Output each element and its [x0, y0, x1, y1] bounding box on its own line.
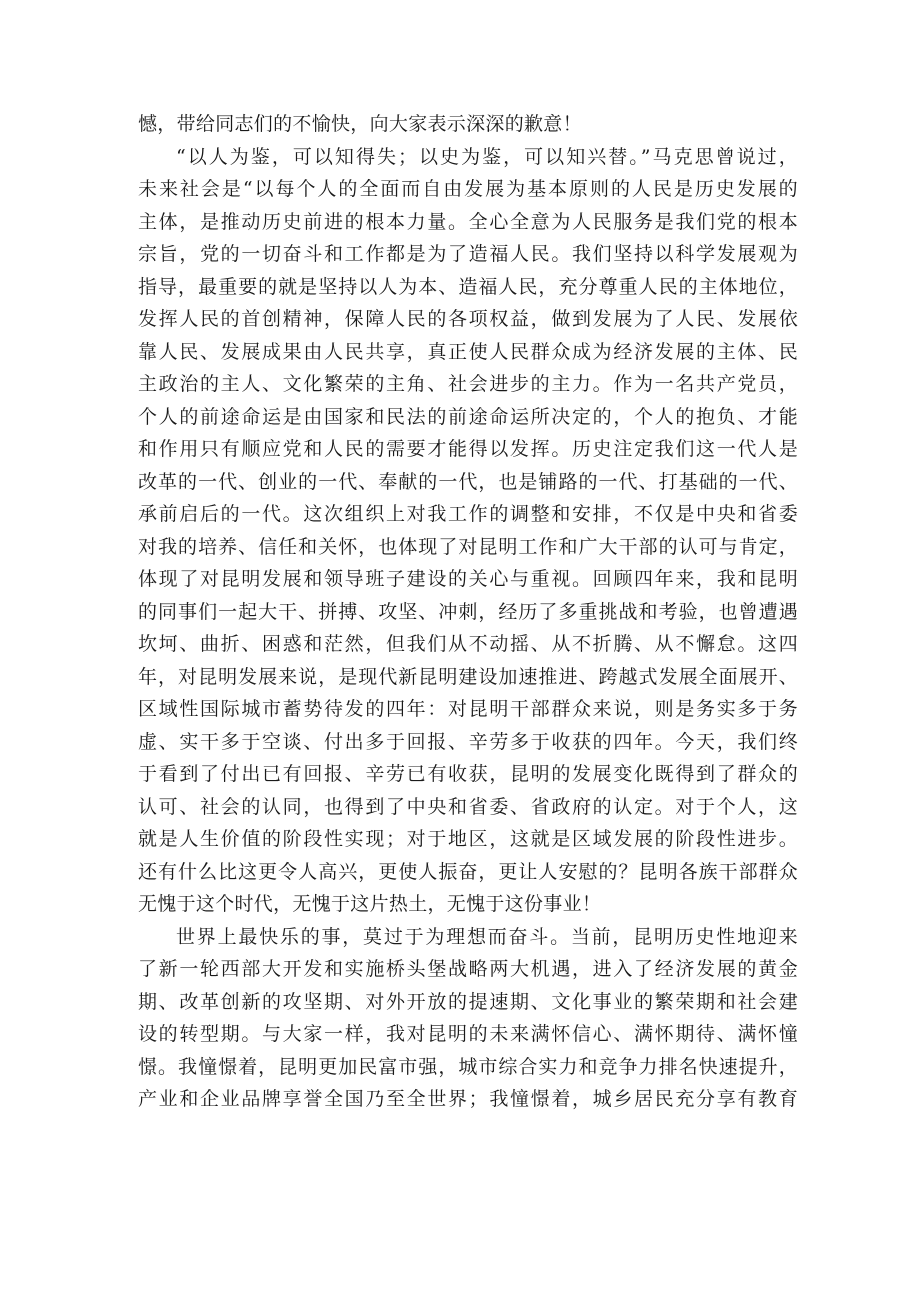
text-line: 个人的前途命运是由国家和民法的前途命运所决定的，个人的抱负、才能 [138, 405, 798, 428]
text-line: 主政治的主人、文化繁荣的主角、社会进步的主力。作为一名共产党员， [138, 373, 798, 395]
text-line: 靠人民、发展成果由人民共享，真正使人民群众成为经济发展的主体、民 [138, 340, 798, 363]
text-line: 期、改革创新的攻坚期、对外开放的提速期、文化事业的繁荣期和社会建 [138, 990, 798, 1013]
text-line: 于看到了付出已有回报、辛劳已有收获，昆明的发展变化既得到了群众的 [138, 763, 798, 785]
text-line: 发挥人民的首创精神，保障人民的各项权益，做到发展为了人民、发展依 [138, 308, 798, 330]
text-line: 体现了对昆明发展和领导班子建设的关心与重视。回顾四年来，我和昆明 [138, 568, 798, 590]
text-line: 无愧于这个时代，无愧于这片热土，无愧于这份事业！ [138, 893, 602, 915]
text-line: 认可、社会的认同，也得到了中央和省委、省政府的认定。对于个人，这 [138, 795, 798, 818]
text-line: 对我的培养、信任和关怀，也体现了对昆明工作和广大干部的认可与肯定， [138, 535, 798, 558]
text-line: 憾，带给同志们的不愉快，向大家表示深深的歉意！ [138, 113, 582, 135]
text-line: 指导，最重要的就是坚持以人为本、造福人民，充分尊重人民的主体地位， [138, 275, 798, 298]
text-line: 憬。我憧憬着，昆明更加民富市强，城市综合实力和竞争力排名快速提升， [138, 1055, 798, 1078]
text-line: 年，对昆明发展来说，是现代新昆明建设加速推进、跨越式发展全面展开、 [138, 665, 798, 688]
text-line: 的同事们一起大干、拼搏、攻坚、冲刺，经历了多重挑战和考验，也曾遭遇 [138, 600, 798, 623]
text-line: 和作用只有顺应党和人民的需要才能得以发挥。历史注定我们这一代人是 [138, 438, 798, 460]
text-line: 就是人生价值的阶段性实现；对于地区，这就是区域发展的阶段性进步。 [138, 828, 798, 850]
text-line: “以人为鉴，可以知得失；以史为鉴，可以知兴替。”马克思曾说过， [176, 145, 798, 168]
text-line: 了新一轮西部大开发和实施桥头堡战略两大机遇，进入了经济发展的黄金 [138, 958, 798, 980]
text-line: 坎坷、曲折、困惑和茫然，但我们从不动摇、从不折腾、从不懈怠。这四 [138, 633, 798, 655]
text-line: 承前启后的一代。这次组织上对我工作的调整和安排，不仅是中央和省委 [138, 503, 798, 525]
text-line: 产业和企业品牌享誉全国乃至全世界；我憧憬着，城乡居民充分享有教育 [138, 1088, 798, 1110]
text-line: 未来社会是“以每个人的全面而自由发展为基本原则的人民是历史发展的 [138, 178, 798, 200]
text-line: 虚、实干多于空谈、付出多于回报、辛劳多于收获的四年。今天，我们终 [138, 730, 798, 753]
text-line: 主体，是推动历史前进的根本力量。全心全意为人民服务是我们党的根本 [138, 210, 798, 233]
body-text [138, 108, 798, 1116]
text-line: 设的转型期。与大家一样，我对昆明的未来满怀信心、满怀期待、满怀憧 [138, 1023, 798, 1045]
text-line: 改革的一代、创业的一代、奉献的一代，也是铺路的一代、打基础的一代、 [138, 470, 798, 493]
text-line: 还有什么比这更令人高兴，更使人振奋，更让人安慰的？昆明各族干部群众 [138, 860, 798, 883]
text-line: 宗旨，党的一切奋斗和工作都是为了造福人民。我们坚持以科学发展观为 [138, 243, 798, 265]
text-line: 区域性国际城市蓄势待发的四年：对昆明干部群众来说，则是务实多于务 [138, 698, 798, 720]
text-line: 世界上最快乐的事，莫过于为理想而奋斗。当前，昆明历史性地迎来 [176, 925, 798, 948]
